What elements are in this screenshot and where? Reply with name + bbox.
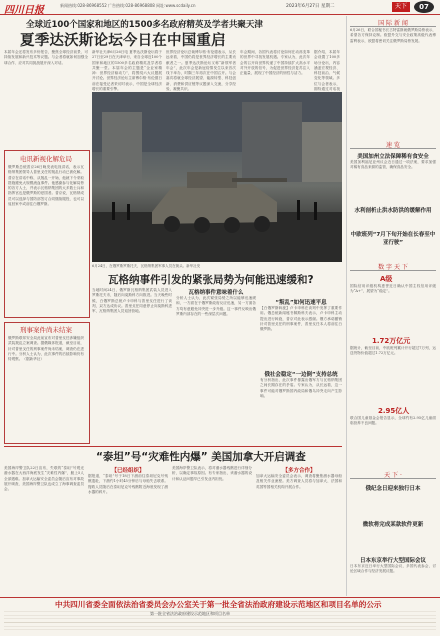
lead-column-4: 据介绍，本届年会设置了100多场分论坛，内容涵盖宏观经济、科技前沿、气候变化等领域。多位与会者表示，期待通过对话找 bbox=[314, 50, 340, 92]
divider bbox=[350, 26, 436, 27]
figure-2-text: 据统计，截至目前，中欧班列累计开行超过7万列，运送货物价值超过1.72万亿元。 bbox=[350, 346, 436, 356]
lead-column-2: 世界经济论坛总裁博尔格·布伦德表示，从长远来看，中国仍将是世界经济增长的主要贡献者之一。夏季达沃斯论坛又称“新领军者年会”，此次年会是新冠疫情发生以来首次线下举办，时隔三年再次在中国召开。与会嘉宾将就全球经济展望、能源转型、科技创新、消费和供应链等议题深入交流，分享经验，凝聚共识。 bbox=[166, 50, 236, 92]
box-2-text: 俄罗斯联邦安全局此前宣布对普里戈任涉嫌组织武装叛乱立案调查。据俄媒体报道，截至目前，针对普里戈任的刑事案件尚未结案，调查仍在进行中。分析人士认为，此次事件的后续影响仍有待观察。（据新华社） bbox=[8, 336, 84, 362]
masthead-contact-info: 新闻热线:028-86968552 广告热线:028-86968808 网址:www.scdaily.cn bbox=[60, 3, 196, 8]
mid-article-subhead-3: 俄社会稳定“一边倒”支持总统 bbox=[264, 372, 338, 378]
box-1-title: 电讯新视化解危局 bbox=[20, 155, 72, 163]
right-section-4-title: 天 下 · bbox=[384, 472, 402, 479]
mid-article-col-3b: 有分析指出，此次事件暴露出俄军方与瓦格纳集团之间长期存在的矛盾。专家认为，从长远看，这一事件可能对俄罗斯国内政局和俄乌冲突走向产生影响。 bbox=[260, 378, 342, 398]
right-title-d: 俄纪念日迎来独行日本 bbox=[365, 486, 421, 492]
announcement-title: 中共四川省委全面依法治省委员会办公室关于第一批全省法治政府建设示范地区和项目名单的公示 bbox=[55, 600, 382, 609]
figure-1-text: 国际信用评级机构惠誉近日确认中国主权信用评级为“A+”，展望为“稳定”。 bbox=[350, 284, 436, 294]
right-brief-f: 日本东京近日举行大型国际会议，多国代表参会，讨论区域合作与经济发展议题。 bbox=[350, 564, 436, 574]
right-title-e: 微软将完成某款软件更新 bbox=[362, 522, 424, 528]
lower-article-col-2: 据报道，“泰坦”号于18日下潜前往泰坦尼克号残骸遗址，下潜约1小时45分钟后与母船失去联系。搜救人员随后在泰坦尼克号残骸附近海底发现了潜水器的碎片。 bbox=[88, 474, 168, 494]
page-number: 07 bbox=[414, 1, 434, 13]
right-title-a: 美国加州立法保障稀有食安全 bbox=[357, 154, 429, 160]
issue-date: 2023年6月27日 星期二 bbox=[286, 4, 335, 9]
figure-3-text: 联合国儿童基金会报告显示，全球约有2.95亿儿童面临营养不良问题。 bbox=[350, 416, 436, 426]
right-title-f: 日本东京举行大型国际会议 bbox=[359, 558, 426, 564]
mid-article-col-1: 当地时间24日，俄罗斯瓦格纳集团武装人员进入罗斯托夫市，随后向莫斯科方向推进。当天晚些时候，白俄罗斯总统卢卡申科与普里戈任进行了谈判，双方达成协议。普里戈任同意停止向莫斯科进军，瓦格纳集团人员返回营地。 bbox=[92, 288, 172, 314]
right-brief-a: 美国加利福尼亚州议会近日通过一项法案，要求加强对稀有食品来源的监管，确保食品安全。 bbox=[350, 160, 436, 170]
lower-article-col-4: 加拿大运输安全委员会表示，调查将聚焦潜水器母船及相关作业流程。美方调查人员将与加拿大、法国和英国等国相关机构开展合作。 bbox=[256, 474, 342, 489]
lead-column-1: 新华社天津6月26日电 夏季达沃斯论坛将于27日至29日在天津举行，来自全球近100个国家和地区的1500多名政府精英及学者将共聚一堂。本届年会的主题是“企业家精神：世界经济驱动力”，将围绕六大议题展开讨论。世界经济论坛主席博尔格·布伦德日前在接受记者采访时表示，中国是全球经济增长的重要引擎。 bbox=[92, 50, 162, 92]
box-2-title: 刑事案件尚未结案 bbox=[20, 326, 72, 334]
box-1-text: 俄罗斯总统普京26日晚发表电视讲话，表示瓦格纳集团领导人普里戈任的叛乱行动已被化解。普京在讲话中称，从叛乱一开始，他就下令采取措施避免大规模流血事件。他感谢参与化解局势的各方人士，并表示瓦格纳集团的大多数士兵和指挥官也是俄罗斯的爱国者。普京说，瓦格纳成员可以选择与国防部签订合同继续服役，也可以返回家中或前往白俄罗斯。 bbox=[8, 165, 84, 207]
lead-kicker: 全球近100个国家和地区的1500多名政府精英及学者共聚天津 bbox=[26, 20, 263, 30]
lower-article-subhead-2: 【多方合作】 bbox=[282, 468, 316, 474]
divider bbox=[4, 446, 342, 447]
photo-caption: 6月24日，在俄罗斯罗斯托夫，瓦格纳集团军事人员在街头。新华社发 bbox=[92, 264, 201, 268]
column-separator bbox=[346, 16, 347, 596]
street-scene-image bbox=[92, 92, 342, 262]
section-badge: 天下 bbox=[392, 2, 410, 12]
lower-article-col-1: 美国海岸警卫队22日宣布，失联的“泰坦”号观光潜水器在大西洋海底发生“灾难性内爆”，艇上5人全部遇难。加拿大运输安全委员会随后宣布对事故展开调查，美国海岸警卫队也成立了海事调查委员会。 bbox=[4, 466, 84, 492]
right-section-2-title: 速 览 bbox=[386, 142, 400, 149]
figure-1-value: A级 bbox=[380, 275, 393, 283]
mid-article-col-3: 【白俄罗斯斡旋】卢卡申科在谈判中发挥了重要作用。俄总统新闻秘书佩斯科夫表示，卢卡申科主动提出进行斡旋，普京对此表示感谢。俄方承诺撤销针对普里戈任的刑事案件，普里戈任本人将前往白俄罗斯。 bbox=[260, 306, 342, 332]
newspaper-logo: 四川日报 bbox=[4, 5, 44, 16]
divider bbox=[350, 270, 436, 271]
mid-article-subhead-1: 瓦格纳事件意味着什么 bbox=[188, 290, 244, 296]
figure-2-value: 1.72万亿元 bbox=[372, 337, 411, 345]
mid-article-col-2: 分析人士认为，此次紧张局势之所以能够迅速缓和，一方面在于俄罗斯政府反应迅速，另一方面各方均有意避免冲突进一步升级。这一事件反映出俄罗斯内部存在的一些深层次问题。 bbox=[176, 296, 256, 316]
mid-article-headline: 瓦格纳事件引发的紧张局势为何能迅速缓和? bbox=[108, 274, 314, 286]
right-title-b: 水利剖析止洪水防洪的缓解作用 bbox=[354, 208, 432, 214]
right-section-3-title: 数 字 天 下 bbox=[378, 264, 408, 271]
right-title-c: 中欧班列“7月下旬开始在长春至中亚行驶” bbox=[350, 232, 436, 246]
divider bbox=[350, 148, 436, 149]
announcement-subtitle: 第一批全省法治政府建设示范地区和项目名单 bbox=[150, 611, 230, 616]
news-photo bbox=[92, 92, 342, 262]
mid-article-subhead-2: “叛乱”如何迅速平息 bbox=[275, 300, 327, 306]
divider bbox=[350, 478, 436, 479]
right-section-1-title: 国 际 新 闻 bbox=[378, 20, 408, 27]
lower-article-col-3: 美国海岸警卫队表示，将对潜水器残骸进行详细分析，以确定事故原因。有专家指出，该潜水器的设计和认证问题早已引发业内担忧。 bbox=[172, 466, 252, 481]
figure-3-value: 2.95亿人 bbox=[378, 407, 410, 415]
lower-article-subhead-1: 【已经组织】 bbox=[111, 468, 145, 474]
lead-headline: 夏季达沃斯论坛今日在中国重启 bbox=[20, 33, 226, 49]
lead-column-3: 年会期间，各国代表将讨论如何在动荡变革的世界中寻找发展机遇。专家认为，此次年会的召开向世界传递了中国持续扩大高水平对外开放的信号，为促进世界经济复苏注入正能量，展现了中国经济的韧性与活力。 bbox=[240, 50, 310, 76]
lower-article-headline: “泰坦”号“灾难性内爆” 美国加拿大开启调查 bbox=[96, 451, 306, 463]
left-intro-text: 本届年会还将发布多份报告，聚焦全球经济前景、可持续发展和新兴技术等议题。与会者将就如何加强全球合作、应对共同挑战展开深入对话。 bbox=[4, 50, 88, 65]
right-brief-1: 6月26日，联合国秘书长古特雷斯就俄罗斯局势表示，希望各方保持克制。欧盟外交与安全政策高级代表博雷利表示，欧盟将密切关注俄罗斯局势发展。 bbox=[350, 28, 436, 43]
